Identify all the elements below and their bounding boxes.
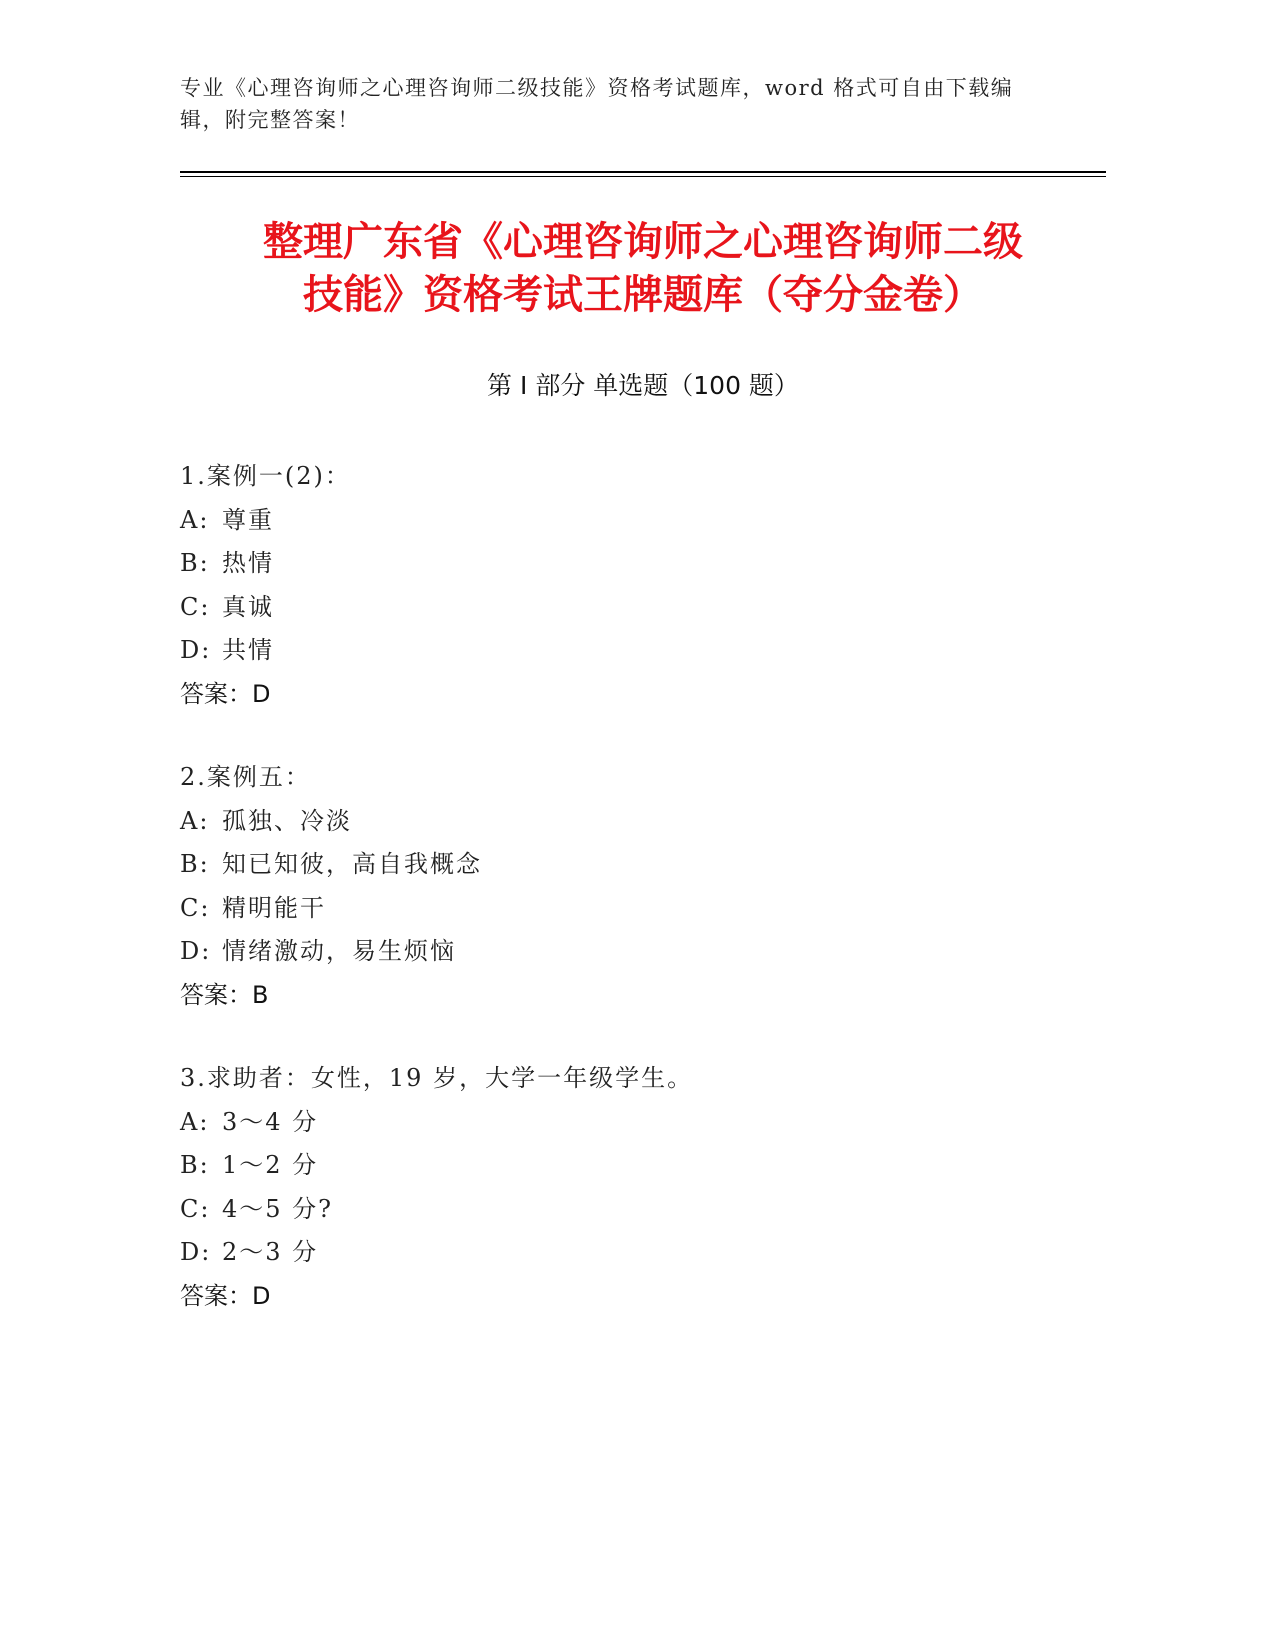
option-text: 情绪激动，易生烦恼 (222, 937, 456, 965)
option-d (180, 1231, 1106, 1275)
option-text: 4～5 分? (222, 1194, 334, 1223)
option-key: D: (180, 937, 212, 965)
option-text: 共情 (222, 636, 274, 664)
option-a (180, 499, 1106, 543)
option-text: 热情 (222, 549, 274, 577)
option-c (180, 586, 1106, 630)
question-3 (180, 1057, 1106, 1318)
answer: 答案：D (180, 679, 271, 708)
option-text: 精明能干 (222, 893, 326, 922)
option-a (180, 1101, 1106, 1145)
document-title (180, 216, 1106, 322)
option-key: B: (180, 1151, 210, 1179)
option-c (180, 887, 1106, 931)
question-1 (180, 455, 1106, 716)
option-text: 1～2 分 (222, 1151, 319, 1179)
option-d (180, 930, 1106, 974)
option-text: 3～4 分 (222, 1107, 319, 1136)
option-text: 2～3 分 (222, 1238, 319, 1266)
option-text: 孤独、冷淡 (222, 806, 352, 835)
header-rule-thick (180, 171, 1106, 173)
question-list (180, 455, 1106, 1358)
header-rule-thin (180, 176, 1106, 177)
option-key: A: (180, 1107, 210, 1136)
option-text: 知已知彼，高自我概念 (222, 850, 482, 878)
question-stem: 1.案例一(2)： (180, 462, 351, 490)
option-b (180, 843, 1106, 887)
option-d (180, 629, 1106, 673)
option-key: A: (180, 505, 210, 534)
question-stem: 3.求助者：女性，19 岁，大学一年级学生。 (180, 1064, 694, 1092)
answer: 答案：D (180, 1281, 271, 1310)
question-2 (180, 756, 1106, 1017)
option-text: 真诚 (222, 592, 274, 621)
option-key: D: (180, 636, 212, 664)
option-key: B: (180, 850, 210, 878)
option-key: C: (180, 893, 211, 922)
option-a (180, 800, 1106, 844)
section-title: 第 I 部分 单选题（100 题） (487, 371, 799, 400)
option-text: 尊重 (222, 505, 274, 534)
question-stem: 2.案例五： (180, 763, 311, 791)
option-b (180, 1144, 1106, 1188)
option-b (180, 542, 1106, 586)
option-key: C: (180, 592, 211, 621)
option-key: C: (180, 1194, 211, 1223)
option-key: A: (180, 806, 210, 835)
option-key: B: (180, 549, 210, 577)
document-title-line-1: 整理广东省《心理咨询师之心理咨询师二级 (263, 219, 1023, 265)
option-c (180, 1188, 1106, 1232)
document-title-line-2: 技能》资格考试王牌题库（夺分金卷） (303, 272, 983, 318)
option-key: D: (180, 1238, 212, 1266)
answer: 答案：B (180, 980, 269, 1009)
header-note: 专业《心理咨询师之心理咨询师二级技能》资格考试题库，word 格式可自由下载编辑，附完整答案！ (180, 76, 1014, 132)
